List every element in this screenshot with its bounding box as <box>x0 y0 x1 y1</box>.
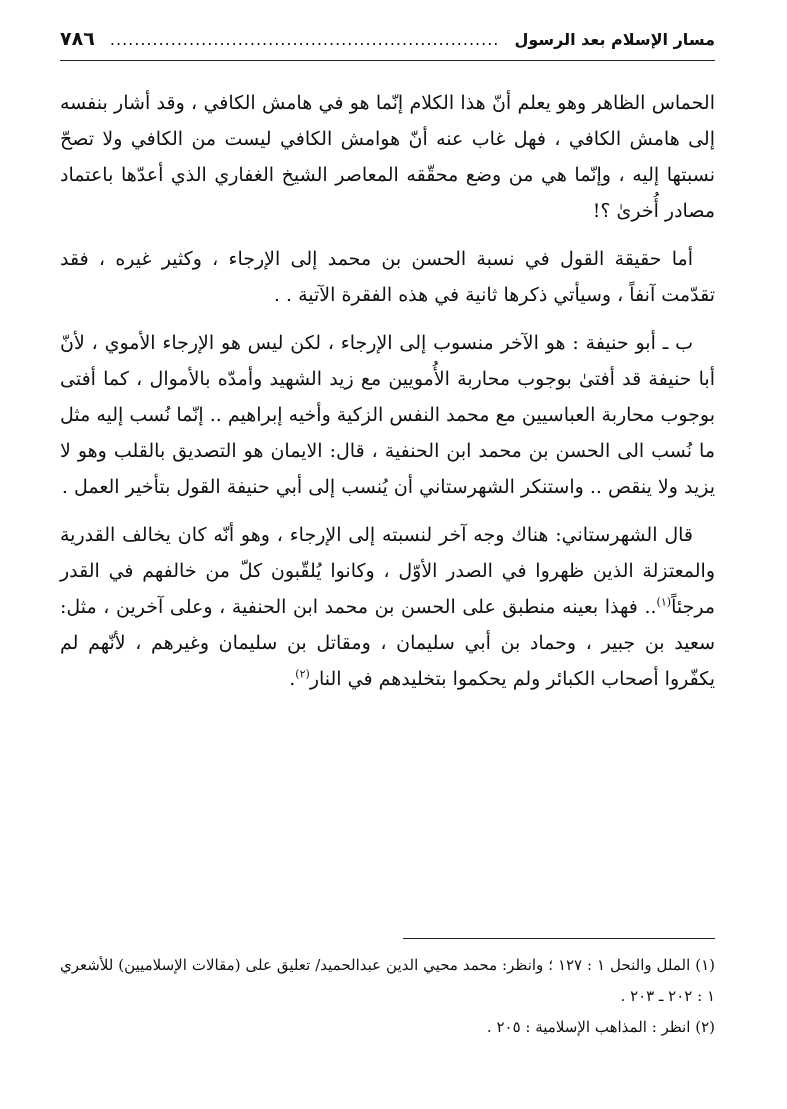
footnotes <box>60 950 715 1043</box>
footnote-ref-1[interactable]: (١) <box>656 595 672 609</box>
paragraph-1: الحماس الظاهر وهو يعلم أنّ هذا الكلام إنّما هو في هامش الكافي ، وقد أشار بنفسه إلى هامش الكافي ، فهل غاب عنه أنّ هوامش الكافي ليست من الكافي ولا تصحّ نسبتها إليه ، وإنّما هي من وضع محقّقه المعاصر الشيخ الغفاري الذي أعدّها باعتماد مصادر أُخرىٰ ؟! <box>60 92 715 222</box>
paragraph-4-end: . <box>289 668 296 690</box>
book-title: مسار الإسلام بعد الرسول <box>514 30 715 49</box>
paragraph-4 <box>60 517 715 697</box>
footnote-1: (١) الملل والنحل ١ : ١٢٧ ؛ وانظر: محمد محيي الدين عبدالحميد/ تعليق على (مقالات الإسلاميين) للأشعري ١ : ٢٠٢ ـ ٢٠٣ . <box>60 956 715 1005</box>
running-header <box>60 28 715 61</box>
document-page <box>60 28 715 1036</box>
paragraph-2: أما حقيقة القول في نسبة الحسن بن محمد إلى الإرجاء ، وكثير غيره ، فقد تقدّمت آنفاً ، وسيأتي ذكرها ثانية في هذه الفقرة الآتية . . <box>60 248 715 306</box>
header-leader-dots: ................................................................ <box>109 30 500 49</box>
footnote-separator <box>403 938 715 939</box>
footnote-ref-2[interactable]: (٢) <box>295 667 310 681</box>
paragraph-4-part-1: قال الشهرستاني: هناك وجه آخر لنسبته إلى الإرجاء ، وهو أنّه كان يخالف القدرية والمعتزلة الذين ظهروا في الصدر الأوّل ، وكانوا يُلقّبون كلّ من خالفهم في القدر مرجئاً <box>60 524 715 618</box>
footnote-2: (٢) انظر : المذاهب الإسلامية : ٢٠٥ . <box>486 1018 715 1036</box>
paragraph-3: ب ـ أبو حنيفة : هو الآخر منسوب إلى الإرجاء ، لكن ليس هو الإرجاء الأموي ، لأنّ أبا حنيفة قد أفتىٰ بوجوب محاربة الأُمويين مع زيد الشهيد وأمدّه بالأموال ، كما أفتى بوجوب محاربة العباسيين مع محمد النفس الزكية وأخيه إبراهيم .. إنّما نُسب إليه مثل ما نُسب الى الحسن بن محمد ابن الحنفية ، قال: الايمان هو التصديق بالقلب وهو لا يزيد ولا ينقص .. واستنكر الشهرستاني أن يُنسب إلى أبي حنيفة القول بتأخير العمل . <box>60 332 715 498</box>
body-text <box>60 85 715 697</box>
paragraph-4-part-2: .. فهذا بعينه منطبق على الحسن بن محمد ابن الحنفية ، وعلى آخرين ، مثل: سعيد بن جبير ، وحماد بن أبي سليمان ، ومقاتل بن سليمان وغيرهم ، لأنّهم لم يكفّروا أصحاب الكبائر ولم يحكموا بتخليدهم في النار <box>60 596 715 690</box>
page-number: ٧٨٦ <box>60 28 95 50</box>
